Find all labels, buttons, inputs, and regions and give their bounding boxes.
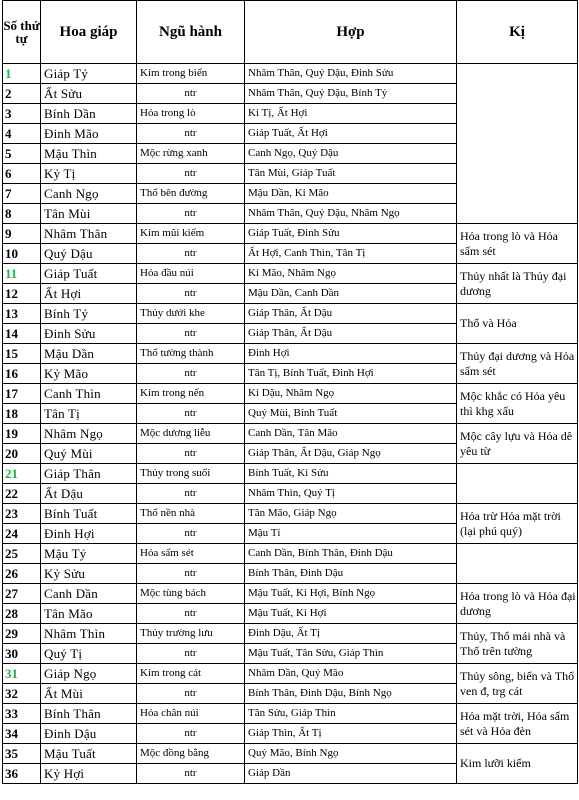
cell-hoa-giap: Giáp Tuất bbox=[41, 264, 137, 284]
cell-hoa-giap: Canh Ngọ bbox=[41, 184, 137, 204]
cell-ngu-hanh: Thổ nền nhà bbox=[137, 504, 245, 524]
table-row bbox=[3, 744, 578, 764]
cell-ki: Thủy đại dương và Hỏa sấm sét bbox=[457, 344, 578, 384]
cell-hoa-giap: Quý Mùi bbox=[41, 444, 137, 464]
cell-ki: Thủy sông, biển và Thổ ven đ, trg cát bbox=[457, 664, 578, 704]
cell-stt: 9 bbox=[3, 224, 41, 244]
cell-ki: Mộc cây lựu và Hỏa dê yêu từ bbox=[457, 424, 578, 464]
cell-hop: Đinh Hợi bbox=[245, 344, 457, 364]
cell-hop: Mậu Dần, Canh Dần bbox=[245, 284, 457, 304]
table-row bbox=[3, 224, 578, 244]
cell-ki: Hỏa trong lò và Hỏa sấm sét bbox=[457, 224, 578, 264]
cell-stt: 4 bbox=[3, 124, 41, 144]
cell-stt: 5 bbox=[3, 144, 41, 164]
cell-ngu-hanh: ntr bbox=[137, 84, 245, 104]
cell-hoa-giap: Bính Tuất bbox=[41, 504, 137, 524]
cell-ki: Thủy nhất là Thủy đại dương bbox=[457, 264, 578, 304]
table-row bbox=[3, 664, 578, 684]
cell-stt: 1 bbox=[3, 64, 41, 84]
cell-stt: 22 bbox=[3, 484, 41, 504]
cell-ngu-hanh: ntr bbox=[137, 724, 245, 744]
header-hoa-giap: Hoa giáp bbox=[41, 1, 137, 64]
cell-ngu-hanh: ntr bbox=[137, 524, 245, 544]
cell-hop: Canh Ngọ, Quý Dậu bbox=[245, 144, 457, 164]
cell-stt: 28 bbox=[3, 604, 41, 624]
header-row bbox=[3, 1, 578, 64]
cell-hop: Mậu Tuất, Kỉ Hợi bbox=[245, 604, 457, 624]
cell-hoa-giap: Canh Dần bbox=[41, 584, 137, 604]
cell-hop: Mậu Tuất, Kỉ Hợi, Bính Ngọ bbox=[245, 584, 457, 604]
cell-stt: 17 bbox=[3, 384, 41, 404]
cell-hop: Kỉ Tị, Ất Hợi bbox=[245, 104, 457, 124]
cell-hoa-giap: Quý Dậu bbox=[41, 244, 137, 264]
cell-stt: 11 bbox=[3, 264, 41, 284]
cell-stt: 32 bbox=[3, 684, 41, 704]
cell-ngu-hanh: ntr bbox=[137, 284, 245, 304]
cell-stt: 35 bbox=[3, 744, 41, 764]
cell-stt: 21 bbox=[3, 464, 41, 484]
cell-hop: Quý Mão, Bính Ngọ bbox=[245, 744, 457, 764]
cell-stt: 34 bbox=[3, 724, 41, 744]
cell-stt: 14 bbox=[3, 324, 41, 344]
cell-hop: Kỉ Dậu, Nhâm Ngọ bbox=[245, 384, 457, 404]
cell-hoa-giap: Bính Tý bbox=[41, 304, 137, 324]
cell-hoa-giap: Đinh Mão bbox=[41, 124, 137, 144]
cell-ki bbox=[457, 64, 578, 224]
cell-hop: Giáp Thân, Ất Dậu, Giáp Ngọ bbox=[245, 444, 457, 464]
cell-hop: Kỉ Mão, Nhâm Ngọ bbox=[245, 264, 457, 284]
cell-ki bbox=[457, 544, 578, 584]
cell-ngu-hanh: Kim trong cát bbox=[137, 664, 245, 684]
cell-ngu-hanh: ntr bbox=[137, 244, 245, 264]
cell-hop: Ất Hợi, Canh Thìn, Tân Tị bbox=[245, 244, 457, 264]
cell-hoa-giap: Đinh Hợi bbox=[41, 524, 137, 544]
cell-stt: 20 bbox=[3, 444, 41, 464]
table-row bbox=[3, 624, 578, 644]
cell-ngu-hanh: Thủy dưới khe bbox=[137, 304, 245, 324]
cell-hop: Giáp Tuất, Ất Hợi bbox=[245, 124, 457, 144]
cell-ngu-hanh: ntr bbox=[137, 404, 245, 424]
cell-hop: Canh Dần, Bính Thân, Đinh Dậu bbox=[245, 544, 457, 564]
cell-ngu-hanh: Hỏa chân núi bbox=[137, 704, 245, 724]
table-row bbox=[3, 544, 578, 564]
cell-hoa-giap: Nhâm Ngọ bbox=[41, 424, 137, 444]
cell-hop: Nhâm Thân, Quý Dậu, Nhâm Ngọ bbox=[245, 204, 457, 224]
cell-ngu-hanh: Mộc tùng bách bbox=[137, 584, 245, 604]
cell-stt: 33 bbox=[3, 704, 41, 724]
header-stt: Số thứ tự bbox=[3, 1, 41, 64]
cell-hoa-giap: Tân Tị bbox=[41, 404, 137, 424]
cell-hop: Giáp Thân, Ất Dậu bbox=[245, 304, 457, 324]
table-row bbox=[3, 264, 578, 284]
cell-hop: Bính Thân, Đinh Dậu bbox=[245, 564, 457, 584]
table-row bbox=[3, 704, 578, 724]
cell-ngu-hanh: Hỏa sấm sét bbox=[137, 544, 245, 564]
cell-ngu-hanh: Hỏa đầu núi bbox=[137, 264, 245, 284]
cell-ngu-hanh: Thổ bên đường bbox=[137, 184, 245, 204]
cell-hop: Tân Sửu, Giáp Thìn bbox=[245, 704, 457, 724]
cell-stt: 27 bbox=[3, 584, 41, 604]
cell-ngu-hanh: ntr bbox=[137, 124, 245, 144]
cell-hoa-giap: Bính Thân bbox=[41, 704, 137, 724]
cell-hoa-giap: Quý Tị bbox=[41, 644, 137, 664]
cell-ngu-hanh: Hỏa trong lò bbox=[137, 104, 245, 124]
cell-ngu-hanh: Thổ tường thành bbox=[137, 344, 245, 364]
cell-hop: Tân Mùi, Giáp Tuất bbox=[245, 164, 457, 184]
cell-ki: Hỏa trong lò và Hỏa đại dương bbox=[457, 584, 578, 624]
cell-hop: Đinh Dậu, Ất Tị bbox=[245, 624, 457, 644]
cell-hoa-giap: Giáp Thân bbox=[41, 464, 137, 484]
cell-hop: Giáp Dần bbox=[245, 764, 457, 784]
cell-stt: 30 bbox=[3, 644, 41, 664]
cell-hoa-giap: Nhâm Thìn bbox=[41, 624, 137, 644]
cell-stt: 23 bbox=[3, 504, 41, 524]
cell-stt: 10 bbox=[3, 244, 41, 264]
cell-ngu-hanh: ntr bbox=[137, 564, 245, 584]
cell-hoa-giap: Đinh Dậu bbox=[41, 724, 137, 744]
cell-hop: Mậu Tí bbox=[245, 524, 457, 544]
table-row bbox=[3, 464, 578, 484]
cell-ngu-hanh: ntr bbox=[137, 684, 245, 704]
cell-stt: 24 bbox=[3, 524, 41, 544]
table-body bbox=[3, 64, 578, 784]
cell-stt: 3 bbox=[3, 104, 41, 124]
cell-stt: 18 bbox=[3, 404, 41, 424]
cell-hop: Mậu Dần, Kỉ Mão bbox=[245, 184, 457, 204]
cell-stt: 19 bbox=[3, 424, 41, 444]
header-ngu-hanh: Ngũ hành bbox=[137, 1, 245, 64]
cell-hoa-giap: Tân Mùi bbox=[41, 204, 137, 224]
cell-ngu-hanh: Kim trong biển bbox=[137, 64, 245, 84]
cell-hop: Quý Mùi, Bính Tuất bbox=[245, 404, 457, 424]
cell-ngu-hanh: ntr bbox=[137, 764, 245, 784]
cell-hop: Mậu Tuất, Tân Sửu, Giáp Thìn bbox=[245, 644, 457, 664]
cell-hoa-giap: Kỷ Tị bbox=[41, 164, 137, 184]
cell-ngu-hanh: Kim mũi kiếm bbox=[137, 224, 245, 244]
cell-hoa-giap: Ất Sửu bbox=[41, 84, 137, 104]
cell-hop: Canh Dần, Tân Mão bbox=[245, 424, 457, 444]
table-row bbox=[3, 384, 578, 404]
cell-hoa-giap: Ất Mùi bbox=[41, 684, 137, 704]
table-row bbox=[3, 64, 578, 84]
header-ki: Kị bbox=[457, 1, 578, 64]
table-row bbox=[3, 344, 578, 364]
cell-hop: Giáp Thân, Ất Dậu bbox=[245, 324, 457, 344]
cell-ngu-hanh: Thủy trường lưu bbox=[137, 624, 245, 644]
cell-stt: 7 bbox=[3, 184, 41, 204]
table-row bbox=[3, 504, 578, 524]
cell-ngu-hanh: ntr bbox=[137, 484, 245, 504]
table-wrapper bbox=[2, 0, 578, 784]
cell-ki: Thổ và Hỏa bbox=[457, 304, 578, 344]
cell-ngu-hanh: Mộc rừng xanh bbox=[137, 144, 245, 164]
cell-ki: Kim lưỡi kiếm bbox=[457, 744, 578, 784]
cell-ki: Thủy, Thổ mái nhà và Thổ trên tường bbox=[457, 624, 578, 664]
cell-ki: Mộc khắc có Hỏa yêu thì khg xấu bbox=[457, 384, 578, 424]
cell-hoa-giap: Canh Thìn bbox=[41, 384, 137, 404]
cell-hoa-giap: Giáp Tý bbox=[41, 64, 137, 84]
cell-ngu-hanh: Mộc dương liễu bbox=[137, 424, 245, 444]
table-row bbox=[3, 424, 578, 444]
cell-hoa-giap: Mậu Tuất bbox=[41, 744, 137, 764]
cell-stt: 2 bbox=[3, 84, 41, 104]
cell-ki: Hỏa trừ Hỏa mặt trời (lại phú quý) bbox=[457, 504, 578, 544]
cell-hop: Giáp Tuất, Đinh Sửu bbox=[245, 224, 457, 244]
header-hop: Hợp bbox=[245, 1, 457, 64]
cell-stt: 15 bbox=[3, 344, 41, 364]
cell-hoa-giap: Kỷ Mão bbox=[41, 364, 137, 384]
cell-stt: 16 bbox=[3, 364, 41, 384]
cell-stt: 12 bbox=[3, 284, 41, 304]
cell-hop: Tân Tị, Bính Tuất, Đinh Hợi bbox=[245, 364, 457, 384]
cell-hoa-giap: Ất Dậu bbox=[41, 484, 137, 504]
cell-hop: Nhâm Thìn, Quý Tị bbox=[245, 484, 457, 504]
cell-stt: 8 bbox=[3, 204, 41, 224]
cell-hoa-giap: Mậu Tý bbox=[41, 544, 137, 564]
cell-stt: 29 bbox=[3, 624, 41, 644]
cell-stt: 6 bbox=[3, 164, 41, 184]
table-row bbox=[3, 584, 578, 604]
cell-hop: Tân Mão, Giáp Ngọ bbox=[245, 504, 457, 524]
cell-hoa-giap: Nhâm Thân bbox=[41, 224, 137, 244]
cell-hoa-giap: Kỷ Sửu bbox=[41, 564, 137, 584]
cell-stt: 36 bbox=[3, 764, 41, 784]
cell-stt: 13 bbox=[3, 304, 41, 324]
cell-ngu-hanh: Thủy trong suối bbox=[137, 464, 245, 484]
cell-hoa-giap: Tân Mão bbox=[41, 604, 137, 624]
cell-stt: 31 bbox=[3, 664, 41, 684]
cell-ngu-hanh: ntr bbox=[137, 444, 245, 464]
hoa-giap-table bbox=[2, 0, 578, 784]
cell-ngu-hanh: Kim trong nến bbox=[137, 384, 245, 404]
table-row bbox=[3, 304, 578, 324]
cell-hoa-giap: Kỷ Hợi bbox=[41, 764, 137, 784]
cell-hoa-giap: Ất Hợi bbox=[41, 284, 137, 304]
cell-ki: Hỏa mặt trời, Hỏa sấm sét và Hỏa đèn bbox=[457, 704, 578, 744]
cell-stt: 25 bbox=[3, 544, 41, 564]
cell-hop: Nhâm Dần, Quý Mão bbox=[245, 664, 457, 684]
cell-ngu-hanh: ntr bbox=[137, 364, 245, 384]
cell-ngu-hanh: Mộc đồng bằng bbox=[137, 744, 245, 764]
cell-hop: Nhâm Thân, Quý Dậu, Đinh Sửu bbox=[245, 64, 457, 84]
cell-ngu-hanh: ntr bbox=[137, 644, 245, 664]
cell-hoa-giap: Giáp Ngọ bbox=[41, 664, 137, 684]
cell-hop: Giáp Thìn, Ất Tị bbox=[245, 724, 457, 744]
cell-ngu-hanh: ntr bbox=[137, 604, 245, 624]
cell-stt: 26 bbox=[3, 564, 41, 584]
cell-hop: Bính Thân, Đinh Dậu, Bính Ngọ bbox=[245, 684, 457, 704]
cell-hoa-giap: Đinh Sửu bbox=[41, 324, 137, 344]
cell-hop: Bính Tuất, Kỉ Sửu bbox=[245, 464, 457, 484]
cell-ngu-hanh: ntr bbox=[137, 204, 245, 224]
cell-ngu-hanh: ntr bbox=[137, 164, 245, 184]
cell-hoa-giap: Mậu Dần bbox=[41, 344, 137, 364]
cell-hop: Nhâm Thân, Quý Dậu, Bính Tý bbox=[245, 84, 457, 104]
cell-ki bbox=[457, 464, 578, 504]
cell-hoa-giap: Bính Dần bbox=[41, 104, 137, 124]
cell-ngu-hanh: ntr bbox=[137, 324, 245, 344]
cell-hoa-giap: Mậu Thìn bbox=[41, 144, 137, 164]
